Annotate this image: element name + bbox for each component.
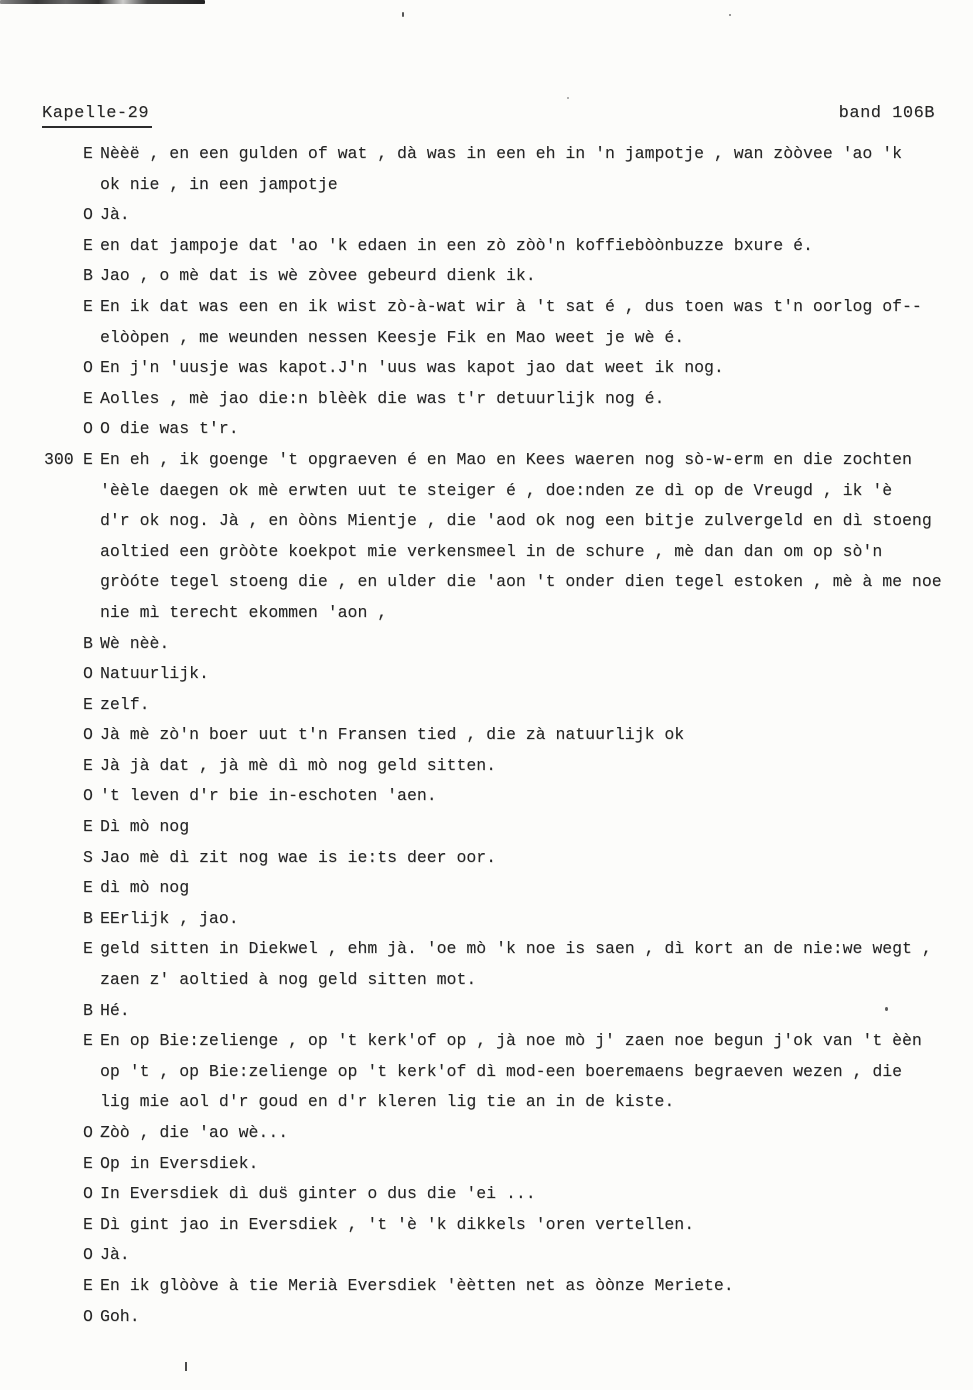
scan-artifact-speck <box>729 14 731 16</box>
margin-number <box>44 292 83 323</box>
speaker-label: O <box>83 786 93 806</box>
transcript-line <box>44 1302 969 1333</box>
speaker-label <box>83 965 100 996</box>
transcript-line <box>44 965 969 996</box>
line-text: En eh , ik goenge 't opgraeven é en Mao en Kees waeren nog sò-w-erm en die zochten <box>100 449 912 469</box>
margin-number <box>44 200 83 231</box>
speaker-label: O <box>83 419 93 439</box>
transcript-line <box>44 1057 969 1088</box>
transcript-line <box>44 353 969 384</box>
transcript-line <box>44 1149 969 1180</box>
margin-number <box>44 1179 83 1210</box>
margin-number <box>44 843 83 874</box>
transcript-line <box>44 506 969 537</box>
margin-number <box>44 384 83 415</box>
line-text: Aolles , mè jao die:n blèèk die was t'r detuurlijk nog é. <box>100 388 665 408</box>
transcript-line <box>44 261 969 292</box>
margin-number <box>44 659 83 690</box>
scan-artifact-speck <box>402 12 404 17</box>
speaker-label: E <box>83 1214 93 1234</box>
transcript-line <box>44 445 969 476</box>
speaker-label: O <box>83 1245 93 1265</box>
line-text: elòòpen , me weunden nessen Keesje Fik en Mao weet je wè é. <box>100 327 685 347</box>
line-text: ok nie , in een jampotje <box>100 174 338 194</box>
line-text: En j'n 'uusje was kapot.J'n 'uus was kapot jao dat weet ik nog. <box>100 358 724 378</box>
line-text: Zòò , die 'ao wè... <box>100 1123 289 1142</box>
transcript-line <box>44 384 969 415</box>
line-text: Jao mè dì zit nog wae is ie:ts deer oor. <box>100 847 497 867</box>
margin-number <box>44 506 83 537</box>
speaker-label <box>83 476 100 507</box>
speaker-label: O <box>83 1184 93 1204</box>
line-text: Nèèë , en een gulden of wat , dà was in een eh in 'n jampotje , wan zòòvee 'ao 'k <box>100 144 903 163</box>
margin-number <box>44 170 83 201</box>
speaker-label: E <box>83 388 93 408</box>
line-text: Jà mè zò'n boer uut t'n Fransen tied , die zà natuurlijk ok <box>100 725 685 745</box>
transcript-line <box>44 843 969 874</box>
speaker-label: S <box>83 847 93 867</box>
transcript-line <box>44 414 969 445</box>
line-text: 'èèle daegen ok mè erwten uut te steiger é , doe:nden ze dì op de Vreugd , ik 'è <box>100 480 893 500</box>
line-text: En op Bie:zelienge , op 't kerk'of op , jà noe mò j' zaen noe begun j'ok van 't èèn <box>100 1031 922 1051</box>
margin-number <box>44 996 83 1027</box>
transcript-line <box>44 1179 969 1210</box>
line-text: EErlijk , jao. <box>100 908 239 928</box>
margin-number <box>44 139 83 170</box>
margin-number <box>44 323 83 354</box>
speaker-label: B <box>83 908 93 928</box>
line-text: geld sitten in Diekwel , ehm jà. 'oe mò 'k noe is saen , dì kort an de nie:we wegt , <box>100 939 932 959</box>
transcript-line <box>44 781 969 812</box>
transcript-line <box>44 659 969 690</box>
line-text: Jao , o mè dat is wè zòvee gebeurd dienk ik. <box>100 266 536 286</box>
speaker-label <box>83 1057 100 1088</box>
margin-number <box>44 751 83 782</box>
transcript-line <box>44 812 969 843</box>
line-text: Wè nèè. <box>100 633 170 653</box>
margin-number <box>44 567 83 598</box>
line-text: In Eversdiek dì dus̈ ginter o dus die 'ei ... <box>100 1184 536 1204</box>
scan-artifact-streak <box>0 0 205 4</box>
margin-number <box>44 965 83 996</box>
transcript-line <box>44 996 969 1027</box>
speaker-label: E <box>83 1275 93 1295</box>
line-text: gròóte tegel stoeng die , en ulder die 'aon 't onder dien tegel estoken , mè à me noe <box>100 572 942 592</box>
margin-number <box>44 1240 83 1271</box>
speaker-label <box>83 537 100 568</box>
speaker-label: E <box>83 449 93 469</box>
transcript-line <box>44 476 969 507</box>
transcript-line <box>44 904 969 935</box>
speaker-label: B <box>83 633 93 653</box>
transcript-line <box>44 537 969 568</box>
line-text: en dat jampoje dat 'ao 'k edaen in een zò zòò'n koffiebòònbuzze bxure é. <box>100 235 813 255</box>
transcript-line <box>44 1240 969 1271</box>
transcript-line <box>44 629 969 660</box>
speaker-label <box>83 598 100 629</box>
speaker-label <box>83 567 100 598</box>
margin-number <box>44 261 83 292</box>
line-text: lig mie aol d'r goud en d'r kleren lig tie an in de kiste. <box>100 1092 675 1112</box>
line-text: Jà. <box>100 1245 130 1265</box>
margin-number <box>44 690 83 721</box>
transcript-line <box>44 139 969 170</box>
transcript-line <box>44 323 969 354</box>
margin-number <box>44 598 83 629</box>
speaker-label: O <box>83 1123 93 1142</box>
margin-number: 300 <box>44 449 74 469</box>
transcript-line <box>44 934 969 965</box>
line-text: aoltied een gròòte koekpot mie verkensmeel in de schure , mè dan dan om op sò'n <box>100 541 883 561</box>
margin-number <box>44 720 83 751</box>
transcript-line <box>44 170 969 201</box>
band-label: band 106B <box>838 104 935 123</box>
speaker-label: B <box>83 266 93 286</box>
margin-number <box>44 476 83 507</box>
speaker-label <box>83 506 100 537</box>
margin-number <box>44 1149 83 1180</box>
margin-number <box>44 1271 83 1302</box>
transcript-line <box>44 598 969 629</box>
line-text: Hé. <box>100 1000 130 1020</box>
line-text: 't leven d'r bie in-eschoten 'aen. <box>100 786 437 806</box>
line-text: Jà. <box>100 205 130 225</box>
line-text: Dì mò nog <box>100 817 190 837</box>
line-text: En ik dat was een en ik wist zò-à-wat wir à 't sat é , dus toen was t'n oorlog of-- <box>100 296 922 316</box>
speaker-label: E <box>83 1153 93 1173</box>
line-text: O die was t'r. <box>100 419 239 439</box>
margin-number <box>44 1087 83 1118</box>
transcript-line <box>44 1271 969 1302</box>
transcript-line <box>44 200 969 231</box>
speaker-label: O <box>83 205 93 225</box>
speaker-label: O <box>83 358 93 378</box>
speaker-label: B <box>83 1000 93 1020</box>
line-text: Natuurlijk. <box>100 664 209 684</box>
line-text: op 't , op Bie:zelienge op 't kerk'of dì mod-een boeremaens begraeven wezen , die <box>100 1061 903 1081</box>
margin-number <box>44 353 83 384</box>
scan-artifact-speck <box>567 97 569 99</box>
document-title: Kapelle-29 <box>42 104 152 128</box>
speaker-label: E <box>83 694 93 714</box>
line-text: Goh. <box>100 1306 140 1326</box>
transcript-line <box>44 1026 969 1057</box>
margin-number <box>44 537 83 568</box>
speaker-label: E <box>83 144 93 163</box>
line-text: Op in Eversdiek. <box>100 1153 259 1173</box>
margin-number <box>44 781 83 812</box>
margin-number <box>44 934 83 965</box>
speaker-label: O <box>83 1306 93 1326</box>
margin-number <box>44 1210 83 1241</box>
transcript-line <box>44 751 969 782</box>
transcript <box>44 139 969 1332</box>
line-text: nie mì terecht ekommen 'aon , <box>100 602 388 622</box>
transcript-line <box>44 231 969 262</box>
margin-number <box>44 629 83 660</box>
speaker-label: O <box>83 725 93 745</box>
margin-number <box>44 904 83 935</box>
line-text: dì mò nog <box>100 878 190 898</box>
scan-artifact-tick <box>185 1362 187 1371</box>
speaker-label: E <box>83 817 93 837</box>
speaker-label <box>83 1087 100 1118</box>
speaker-label: O <box>83 664 93 684</box>
transcript-line <box>44 873 969 904</box>
line-text: zaen z' aoltied à nog geld sitten mot. <box>100 970 477 990</box>
line-text: Jà jà dat , jà mè dì mò nog geld sitten. <box>100 755 497 775</box>
page-header <box>42 104 935 128</box>
transcript-line <box>44 292 969 323</box>
speaker-label: E <box>83 1031 93 1051</box>
line-text: Dì gint jao in Eversdiek , 't 'è 'k dikkels 'oren vertellen. <box>100 1214 695 1234</box>
margin-number <box>44 1057 83 1088</box>
margin-number <box>44 873 83 904</box>
margin-number <box>44 812 83 843</box>
line-text: zelf. <box>100 694 150 714</box>
line-text: d'r ok nog. Jà , en òòns Mientje , die 'aod ok nog een bitje zulvergeld en dì stoeng <box>100 511 932 531</box>
speaker-label <box>83 323 100 354</box>
speaker-label: E <box>83 296 93 316</box>
transcript-line <box>44 567 969 598</box>
transcript-line <box>44 1087 969 1118</box>
speaker-label <box>83 170 100 201</box>
margin-number <box>44 1118 83 1149</box>
margin-number <box>44 231 83 262</box>
transcript-line <box>44 720 969 751</box>
transcript-line <box>44 690 969 721</box>
speaker-label: E <box>83 939 93 959</box>
margin-number <box>44 414 83 445</box>
line-text: En ik glòòve à tie Merià Eversdiek 'èètten net as òònze Meriete. <box>100 1275 734 1295</box>
speaker-label: E <box>83 878 93 898</box>
margin-number <box>44 1026 83 1057</box>
margin-number <box>44 1302 83 1333</box>
speaker-label: E <box>83 755 93 775</box>
speaker-label: E <box>83 235 93 255</box>
transcript-line <box>44 1210 969 1241</box>
transcript-line <box>44 1118 969 1149</box>
